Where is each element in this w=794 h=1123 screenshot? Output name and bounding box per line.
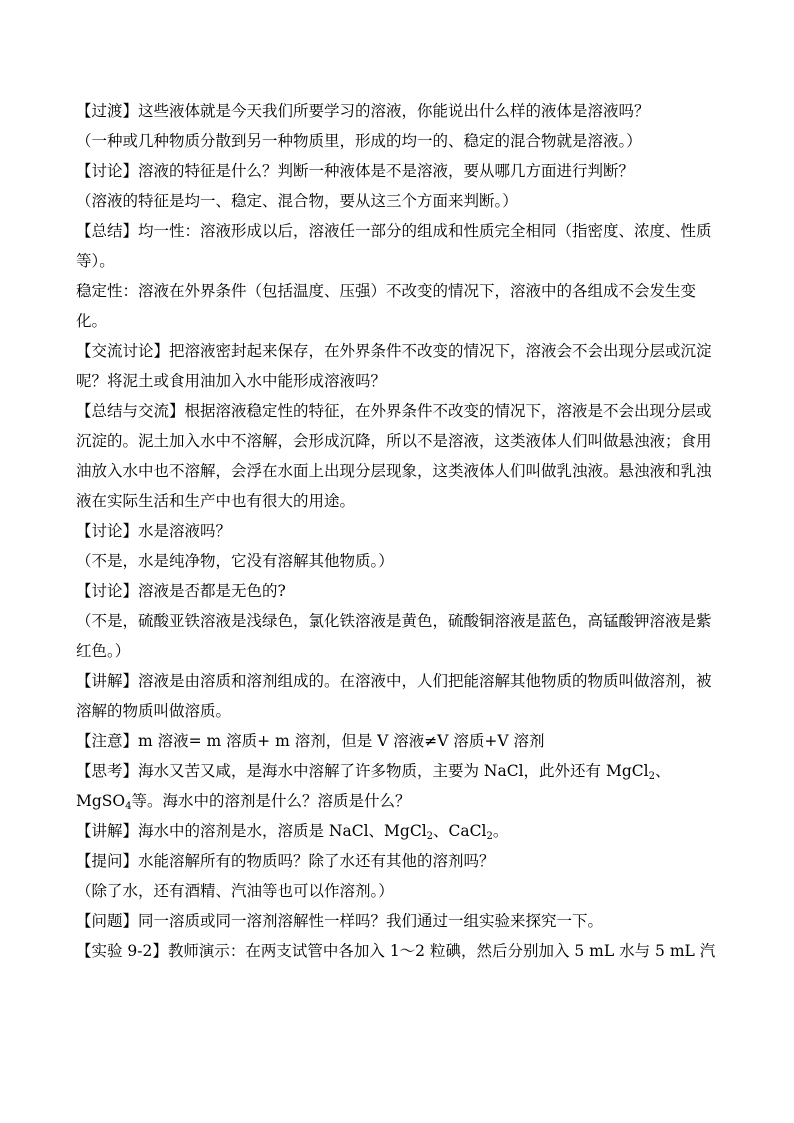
text-segment: 、CaCl (433, 822, 487, 840)
paragraph-experiment: 【实验 9-2】教师演示：在两支试管中各加入 1～2 粒碘，然后分别加入 5 mL 水与 5 mL 汽 (76, 942, 716, 960)
text-segment: 等。海水中的溶剂是什么？溶质是什么？ (131, 792, 411, 810)
paragraph-answer: （不是，硫酸亚铁溶液是浅绿色，氯化铁溶液是黄色，硫酸铜溶液是蓝色，高锰酸钾溶液是紫红色。） (76, 612, 712, 660)
subscript: 2 (486, 831, 493, 842)
paragraph-note: 【注意】m 溶液= m 溶质+ m 溶剂，但是 V 溶液≠V 溶质+V 溶剂 (76, 732, 545, 750)
paragraph-discussion: 【讨论】溶液的特征是什么？判断一种液体是不是溶液，要从哪几方面进行判断？ (76, 162, 635, 180)
paragraph-answer: （一种或几种物质分散到另一种物质里，形成的均一的、稳定的混合物就是溶液。） (76, 132, 642, 150)
paragraph-discussion: 【讨论】溶液是否都是无色的? (76, 582, 286, 600)
paragraph-answer: （除了水，还有酒精、汽油等也可以作溶剂。） (76, 882, 394, 900)
text-segment: 。 (492, 822, 509, 840)
text-segment: 【讲解】海水中的溶剂是水，溶质是 NaCl、MgCl (76, 822, 427, 840)
paragraph-summary: 【总结】均一性：溶液形成以后，溶液任一部分的组成和性质完全相同（指密度、浓度、性质等）。 (76, 222, 712, 270)
paragraph-answer: （溶液的特征是均一、稳定、混合物，要从这三个方面来判断。） (76, 192, 518, 210)
paragraph-problem: 【问题】同一溶质或同一溶剂溶解性一样吗？我们通过一组实验来探究一下。 (76, 912, 604, 930)
subscript: 4 (125, 801, 132, 812)
paragraph-summary-exchange: 【总结与交流】根据溶液稳定性的特征，在外界条件不改变的情况下，溶液是不会出现分层或沉淀的。泥土加入水中不溶解，会形成沉降，所以不是溶液，这类液体人们叫做悬浊液；食用油放入水中也不溶解，会浮在水面上出现分层现象，这类液体人们叫做乳浊液。悬浊液和乳浊液在实际生活和生产中也有很大的用途。 (76, 402, 712, 510)
text-segment: 【思考】海水又苦又咸，是海水中溶解了许多物质，主要为 NaCl，此外还有 MgCl (76, 762, 649, 780)
subscript: 2 (648, 771, 655, 782)
paragraph-transition: 【过渡】这些液体就是今天我们所要学习的溶液，你能说出什么样的液体是溶液吗？ (76, 102, 650, 120)
paragraph-discussion: 【讨论】水是溶液吗？ (76, 522, 232, 540)
subscript: 2 (426, 831, 434, 842)
paragraph-exchange-discussion: 【交流讨论】把溶液密封起来保存，在外界条件不改变的情况下，溶液会不会出现分层或沉淀呢？将泥土或食用油加入水中能形成溶液吗？ (76, 342, 712, 390)
paragraph-explanation: 【讲解】溶液是由溶质和溶剂组成的。在溶液中，人们把能溶解其他物质的物质叫做溶剂，被溶解的物质叫做溶质。 (76, 672, 712, 720)
paragraph-question: 【提问】水能溶解所有的物质吗？除了水还有其他的溶剂吗？ (76, 852, 495, 870)
paragraph-answer: （不是，水是纯净物，它没有溶解其他物质。） (76, 552, 394, 570)
paragraph-thinking (76, 756, 716, 816)
document-body (76, 96, 716, 966)
text-segment: 、MgSO (76, 762, 671, 810)
paragraph-explanation (76, 816, 716, 846)
paragraph-stability: 稳定性：溶液在外界条件（包括温度、压强）不改变的情况下，溶液中的各组成不会发生变化。 (76, 282, 697, 330)
